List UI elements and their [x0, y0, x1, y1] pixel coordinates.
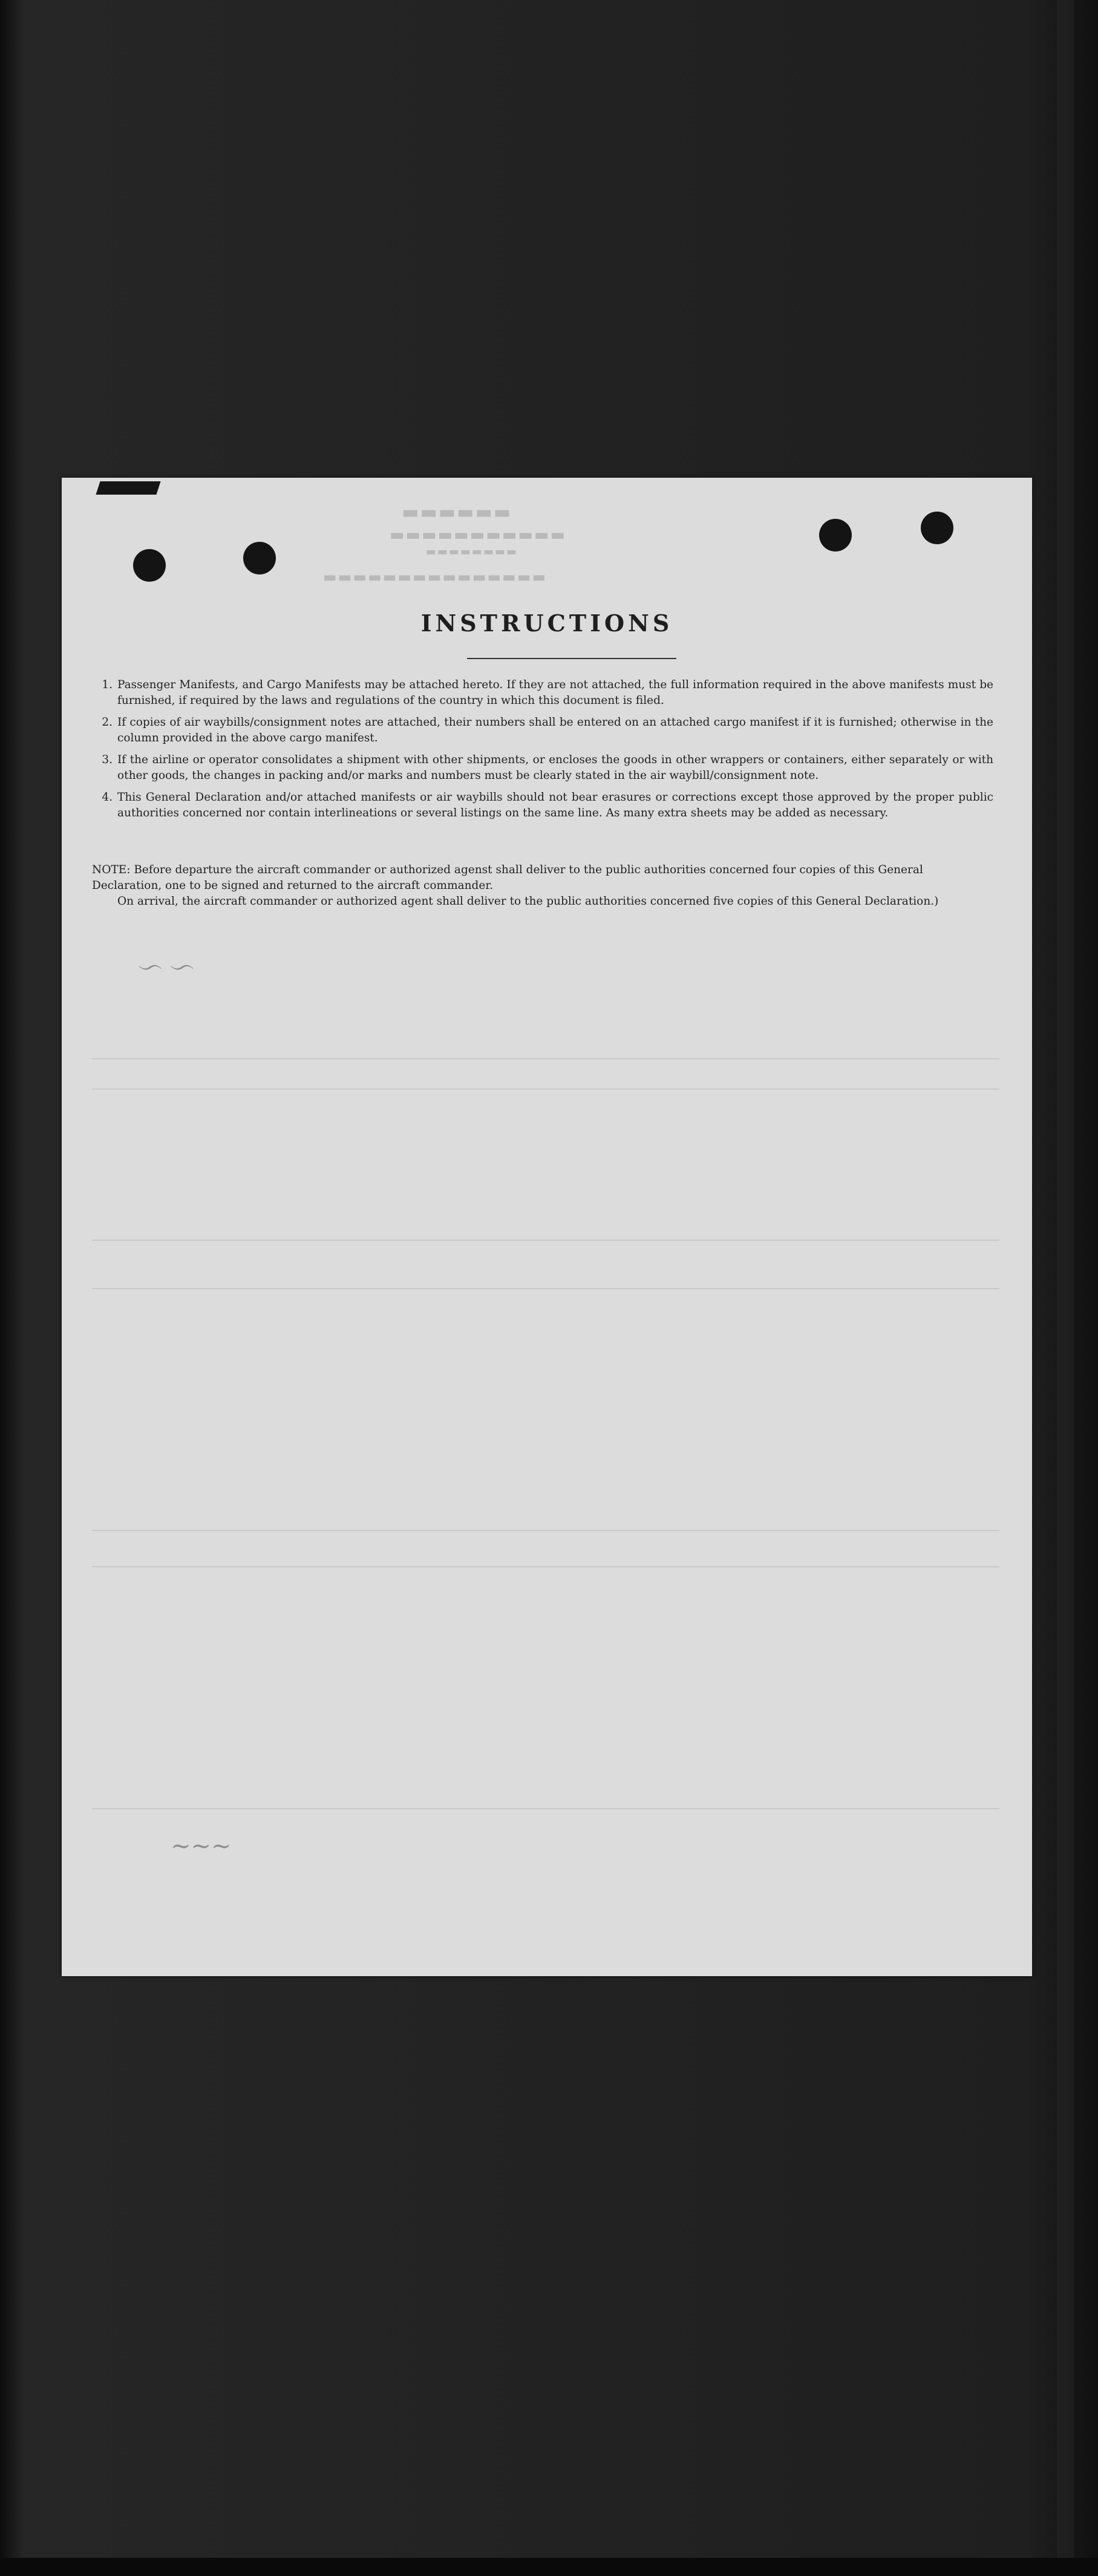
punch-hole-2 [243, 542, 276, 574]
punch-hole-1 [133, 549, 166, 582]
punch-hole-3 [819, 519, 852, 551]
bleed-through-rule [92, 1566, 999, 1567]
bleed-through-text: ▬▬▬▬▬▬▬▬ [425, 545, 517, 558]
item-text: This General Declaration and/or attached manifests or air waybills should not bear erasures or corrections except those approved by the proper public authorities concerned nor contain interlineations or several listings on the same line. As many extra sheets may be added as necessary. [117, 791, 993, 819]
film-edge [1057, 0, 1074, 2576]
list-item [92, 790, 993, 821]
punch-hole-4 [921, 512, 953, 544]
bleed-through-text: ▬▬▬▬▬▬ [400, 502, 511, 523]
item-text: If copies of air waybills/consignment notes are attached, their numbers shall be entered on an attached cargo manifest if it is furnished; otherwise in the column provided in the above cargo manifest. [117, 716, 993, 744]
item-number: 1. [102, 678, 113, 691]
bleed-through-rule [92, 1088, 999, 1090]
note-label: NOTE: [92, 864, 131, 876]
bleed-through-text: ▬▬▬▬▬▬▬▬▬▬▬ [388, 526, 566, 544]
list-item [92, 752, 993, 784]
page-title: INSTRUCTIONS [420, 610, 673, 637]
title-underline [467, 658, 676, 659]
item-text: If the airline or operator consolidates a shipment with other shipments, or encloses the goods in other wrappers or containers, either separately or with other goods, the changes in packing and/or marks and numbers must be clearly stated in the air waybill/consignment note. [117, 753, 993, 782]
bleed-through-handwriting: 〜 〜 [140, 955, 197, 983]
bleed-through-rule [92, 1288, 999, 1289]
item-text: Passenger Manifests, and Cargo Manifests may be attached hereto. If they are not attached, the full information required in the above manifests must be furnished, if required by the laws and regulations of the country in which this document is filed. [117, 678, 993, 707]
document-sheet [62, 478, 1032, 1976]
bleed-through-signature: ∽∽∽ [171, 1832, 232, 1860]
bleed-through-text: ▬▬▬▬▬▬▬▬▬▬▬▬▬▬▬ [322, 568, 546, 585]
instructions-list [92, 677, 993, 827]
bleed-through-rule [92, 1058, 999, 1059]
torn-corner [96, 481, 160, 495]
note-second-line [92, 894, 993, 909]
bleed-through-rule [92, 1530, 999, 1531]
item-number: 2. [102, 716, 113, 729]
note-first-line [92, 862, 993, 894]
bleed-through-rule [92, 1808, 999, 1809]
item-number: 4. [102, 791, 113, 804]
list-item [92, 677, 993, 709]
item-number: 3. [102, 753, 113, 766]
note-text: On arrival, the aircraft commander or authorized agent shall deliver to the public authorities concerned five copies of this General Declaration.) [117, 895, 939, 908]
note-text: Before departure the aircraft commander or authorized agenst shall deliver to the public authorities concerned four copies of this General Declaration, one to be signed and returned to the aircraft commander. [92, 864, 923, 892]
note-block [92, 862, 993, 909]
list-item [92, 715, 993, 746]
film-strip-bottom [0, 2558, 1098, 2576]
bleed-through-rule [92, 1240, 999, 1241]
